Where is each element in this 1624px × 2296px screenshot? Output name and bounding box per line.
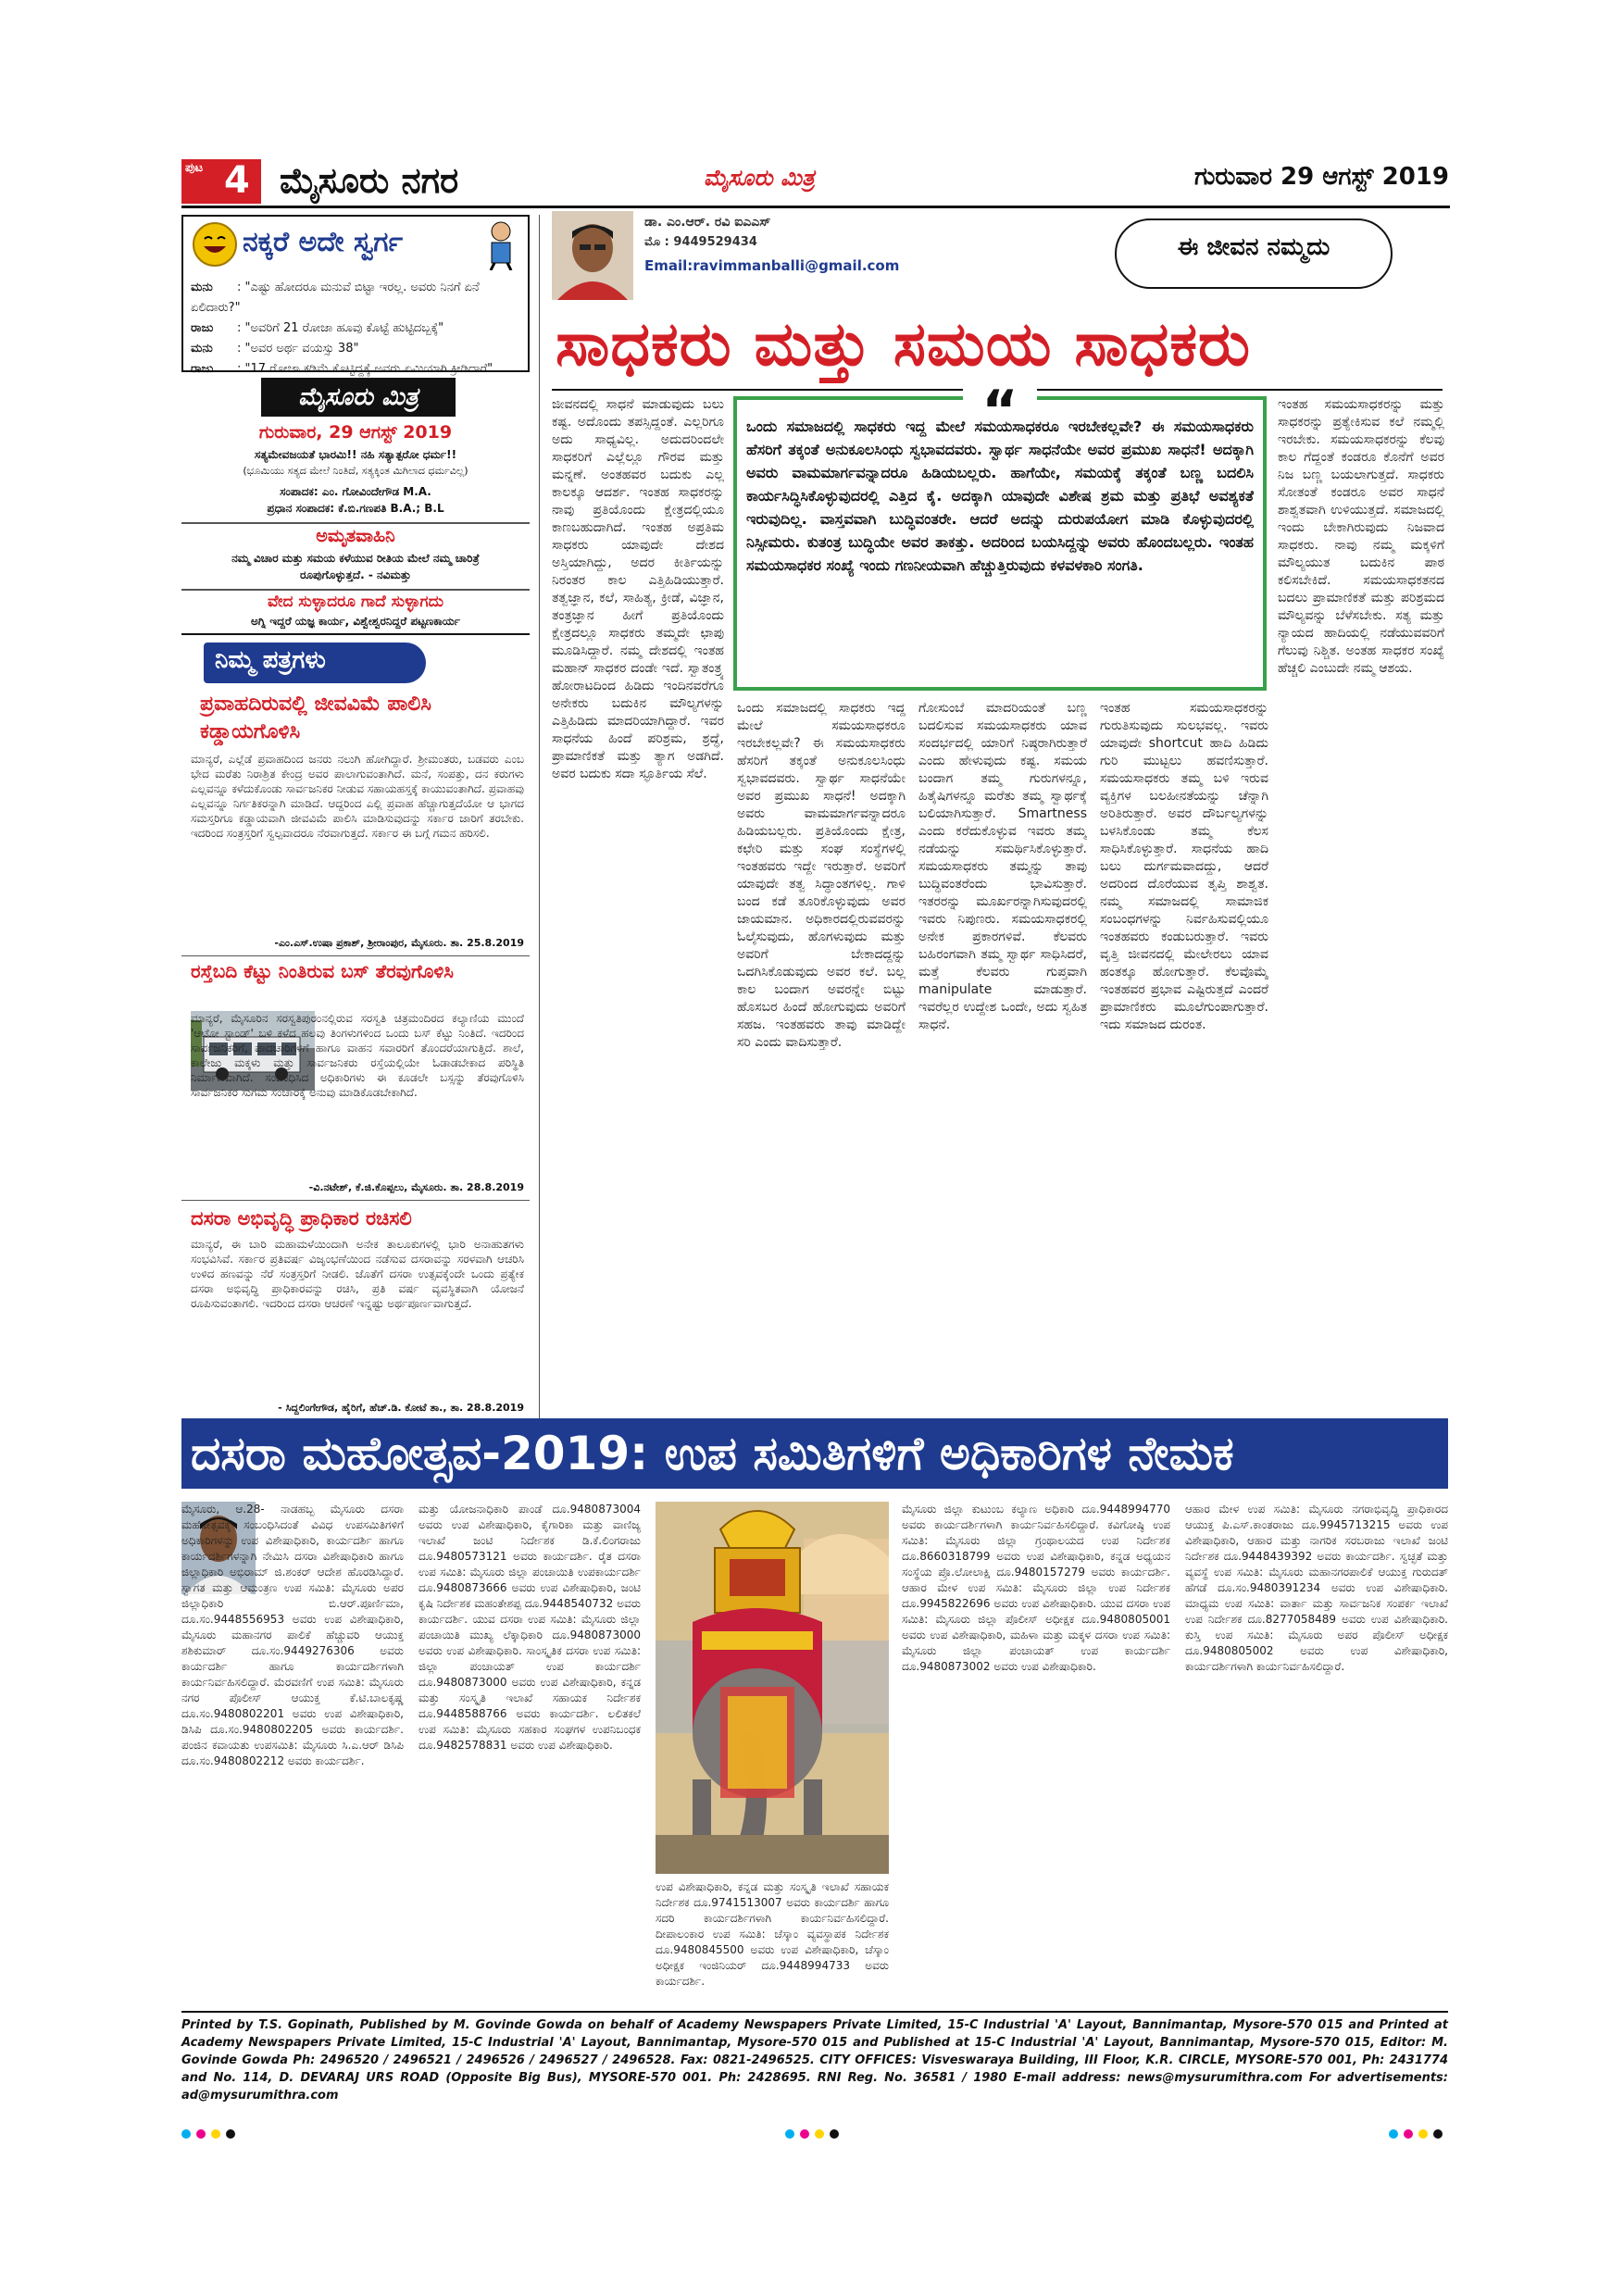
divider [181,1200,530,1201]
pullquote-text: ಒಂದು ಸಮಾಜದಲ್ಲಿ ಸಾಧಕರು ಇದ್ದ ಮೇಲೆ ಸಮಯಸಾಧಕರೂ ಇರಬೇಕಲ್ಲವೇ? ಈ ಸಮಯಸಾಧಕರು ಹೆಸರಿಗೆ ತಕ್ಕಂತೆ ಅನುಕೂಲಸಿಂಧು ಸ್ವಭಾವದವರು. ಸ್ವಾರ್ಥ ಸಾಧನೆಯೇ ಅವರ ಪ್ರಮುಖ ಸಾಧನೆ! ಅದಕ್ಕಾಗಿ ಅವರು ವಾಮಮಾರ್ಗವನ್ನಾದರೂ ಹಿಡಿಯಬಲ್ಲರು. ಹಾಗೆಯೇ, ಸಮಯಕ್ಕೆ ತಕ್ಕಂತೆ ಬಣ್ಣ ಬದಲಿಸಿ ಕಾರ್ಯಸಿದ್ಧಿಸಿಕೊಳ್ಳುವುದರಲ್ಲಿ ಎತ್ತಿದ ಕೈ. ಅದಕ್ಕಾಗಿ ಯಾವುದೇ ವಿಶೇಷ ಶ್ರಮ ಮತ್ತು ಪ್ರತಿಭೆ ಅವಶ್ಯಕತೆ ಇರುವುದಿಲ್ಲ. ವಾಸ್ತವವಾಗಿ ಬುದ್ಧಿವಂತರೇ. ಆದರೆ ಅದನ್ನು ದುರುಪಯೋಗ ಮಾಡಿ ಕೊಳ್ಳುವುದರಲ್ಲಿ ನಿಸ್ಸೀಮರು. ಕುತಂತ್ರ ಬುದ್ಧಿಯೇ ಅವರ ತಾಕತ್ತು. ಅದರಿಂದ ಬಯಸಿದ್ದನ್ನು ಅವರು ಹೊಂದಬಲ್ಲರು. ಇಂತಹ ಸಮಯಸಾಧಕರ ಸಂಖ್ಯೆ ಇಂದು ಗಣನೀಯವಾಗಿ ಹೆಚ್ಚುತ್ತಿರುವುದು ಕಳವಳಕಾರಿ ಸಂಗತಿ. [746,418,1254,574]
series-title: ಈ ಜೀವನ ನಮ್ಮದು [1177,233,1330,261]
letter-2-body: ಮಾನ್ಯರೆ, ಮೈಸೂರಿನ ಸರಸ್ವತಿಪುರಂನಲ್ಲಿರುವ ಸರಸ್ವತಿ ಚಿತ್ರಮಂದಿರದ ಕಲ್ಯಾಣಿಯ ಮುಂದೆ 'ಆಟೋ ಸ್ಟಾಂಡ್' ಬಳಿ ಕಳೆದ ಹಲವು ತಿಂಗಳುಗಳಿಂದ ಒಂದು ಬಸ್ ಕೆಟ್ಟು ನಿಂತಿದೆ. ಇದರಿಂದ ಸಾರ್ವಜನಿಕರಿಗೆ, ಪಾದಚಾರಿಗಳಿಗೆ ಹಾಗೂ ವಾಹನ ಸವಾರರಿಗೆ ತೊಂದರೆಯಾಗುತ್ತಿದೆ. ಶಾಲೆ, ಕಾಲೇಜು ಮಕ್ಕಳು ಮತ್ತು ಸಾರ್ವಜನಿಕರು ರಸ್ತೆಯಲ್ಲಿಯೇ ಓಡಾಡಬೇಕಾದ ಪರಿಸ್ಥಿತಿ ನಿರ್ಮಾಣವಾಗಿದೆ. ಸಂಬಂಧಿಸಿದ ಅಧಿಕಾರಿಗಳು ಈ ಕೂಡಲೇ ಬಸ್ಸನ್ನು ತೆರವುಗೊಳಿಸಿ ಸಾರ್ವಜನಿಕರ ಸುಗಮ ಸಂಚಾರಕ್ಕೆ ಅನುವು ಮಾಡಿಕೊಡಬೇಕಾಗಿದೆ. [191,1012,524,1099]
feature-col-2: ಒಂದು ಸಮಾಜದಲ್ಲಿ ಸಾಧಕರು ಇದ್ದ ಮೇಲೆ ಸಮಯಸಾಧಕರೂ ಇರಬೇಕಲ್ಲವೇ? ಈ ಸಮಯಸಾಧಕರು ಹೆಸರಿಗೆ ತಕ್ಕಂತೆ ಅನುಕೂಲಸಿಂಧು ಸ್ವಭಾವದವರು. ಸ್ವಾರ್ಥ ಸಾಧನೆಯೇ ಅವರ ಪ್ರಮುಖ ಸಾಧನೆ! ಅದಕ್ಕಾಗಿ ಅವರು ವಾಮಮಾರ್ಗವನ್ನಾದರೂ ಹಿಡಿಯಬಲ್ಲರು. ಪ್ರತಿಯೊಂದು ಕ್ಷೇತ್ರ, ಕಛೇರಿ ಮತ್ತು ಸಂಘ ಸಂಸ್ಥೆಗಳಲ್ಲಿ ಇಂತಹವರು ಇದ್ದೇ ಇರುತ್ತಾರೆ. ಅವರಿಗೆ ಯಾವುದೇ ತತ್ವ ಸಿದ್ಧಾಂತಗಳಿಲ್ಲ. ಗಾಳಿ ಬಂದ ಕಡೆ ತೂರಿಕೊಳ್ಳುವುದು ಅವರ ಜಾಯಮಾನ. ಅಧಿಕಾರದಲ್ಲಿರುವವರನ್ನು ಓಲೈಸುವುದು, ಹೊಗಳುವುದು ಮತ್ತು ಅವರಿಗೆ ಬೇಕಾದದ್ದನ್ನು ಒದಗಿಸಿಕೊಡುವುದು ಅವರ ಕಲೆ. ಬಲ್ಲ ಕಾಲ ಬಂದಾಗ ಅವರನ್ನೇ ಬಿಟ್ಟು ಹೊಸಬರ ಹಿಂದೆ ಹೋಗುವುದು ಅವರಿಗೆ ಸಹಜ. ಇಂತಹವರು ತಾವು ಮಾಡಿದ್ದೇ ಸರಿ ಎಂದು ವಾದಿಸುತ್ತಾರೆ. [737,701,906,1050]
dasara-col-4: ಮೈಸೂರು ಜಿಲ್ಲಾ ಕುಟುಂಬ ಕಲ್ಯಾಣ ಅಧಿಕಾರಿ ದೂ.9448994770 ಅವರು ಕಾರ್ಯದರ್ಶಿಗಳಾಗಿ ಕಾರ್ಯನಿರ್ವಹಿಸಲಿದ್ದಾರೆ. ಕವಿಗೋಷ್ಠಿ ಉಪ ಸಮಿತಿ: ಮೈಸೂರು ಜಿಲ್ಲಾ ಗ್ರಂಥಾಲಯದ ಉಪ ನಿರ್ದೇಶಕ ದೂ.8660318799 ಅವರು ಉಪ ವಿಶೇಷಾಧಿಕಾರಿ, ಕನ್ನಡ ಅಧ್ಯಯನ ಸಂಸ್ಥೆಯ ಪ್ರೊ.ಲೋಲಾಕ್ಷಿ ದೂ.9480157279 ಅವರು ಕಾರ್ಯದರ್ಶಿ. ಆಹಾರ ಮೇಳ ಉಪ ಸಮಿತಿ: ಮೈಸೂರು ಜಿಲ್ಲಾ ಉಪ ನಿರ್ದೇಶಕ ದೂ.9945822696 ಅವರು ಉಪ ವಿಶೇಷಾಧಿಕಾರಿ. ಯುವ ದಸರಾ ಉಪ ಸಮಿತಿ: ಮೈಸೂರು ಜಿಲ್ಲಾ ಪೊಲೀಸ್ ಅಧೀಕ್ಷಕ ದೂ.9480805001 ಅವರು ಉಪ ವಿಶೇಷಾಧಿಕಾರಿ, ಮಹಿಳಾ ಮತ್ತು ಮಕ್ಕಳ ದಸರಾ ಉಪ ಸಮಿತಿ: ಮೈಸೂರು ಜಿಲ್ಲಾ ಪಂಚಾಯತ್ ಉಪ ಕಾರ್ಯದರ್ಶಿ ದೂ.9480873002 ಅವರು ಉಪ ವಿಶೇಷಾಧಿಕಾರಿ. [902,1503,1170,1673]
dasara-col-2: ಮತ್ತು ಯೋಜನಾಧಿಕಾರಿ ಪಾಂಡೆ ದೂ.9480873004 ಅವರು ಉಪ ವಿಶೇಷಾಧಿಕಾರಿ, ಕೈಗಾರಿಕಾ ಮತ್ತು ವಾಣಿಜ್ಯ ಇಲಾಖೆ ಜಂಟಿ ನಿರ್ದೇಶಕ ಡಿ.ಕೆ.ಲಿಂಗರಾಜು ದೂ.9480573121 ಅವರು ಕಾರ್ಯದರ್ಶಿ. ರೈತ ದಸರಾ ಉಪ ಸಮಿತಿ: ಮೈಸೂರು ಜಿಲ್ಲಾ ಪಂಚಾಯಿತಿ ಉಪಕಾರ್ಯದರ್ಶಿ ದೂ.9480873666 ಅವರು ಉಪ ವಿಶೇಷಾಧಿಕಾರಿ, ಜಂಟಿ ಕೃಷಿ ನಿರ್ದೇಶಕ ಮಹಂತೇಶಪ್ಪ ದೂ.9448540732 ಅವರು ಕಾರ್ಯದರ್ಶಿ. ಯುವ ದಸರಾ ಉಪ ಸಮಿತಿ: ಮೈಸೂರು ಜಿಲ್ಲಾ ಪಂಚಾಯಿತಿ ಮುಖ್ಯ ಲೆಕ್ಕಾಧಿಕಾರಿ ದೂ.9480873000 ಅವರು ಉಪ ವಿಶೇಷಾಧಿಕಾರಿ. ಸಾಂಸ್ಕೃತಿಕ ದಸರಾ ಉಪ ಸಮಿತಿ: ಜಿಲ್ಲಾ ಪಂಚಾಯತ್ ಉಪ ಕಾರ್ಯದರ್ಶಿ ದೂ.9480873000 ಅವರು ಉಪ ವಿಶೇಷಾಧಿಕಾರಿ, ಕನ್ನಡ ಮತ್ತು ಸಂಸ್ಕೃತಿ ಇಲಾಖೆ ಸಹಾಯಕ ನಿರ್ದೇಶಕ ದೂ.9448588766 ಅವರು ಕಾರ್ಯದರ್ಶಿ. ಲಲಿತಕಲೆ ಉಪ ಸಮಿತಿ: ಮೈಸೂರು ಸಹಕಾರ ಸಂಘಗಳ ಉಪನಿಬಂಧಕ ದೂ.9482578831 ಅವರು ಉಪ ವಿಶೇಷಾಧಿಕಾರಿ. [418,1503,641,1752]
letters-title: ನಿಮ್ಮ ಪತ್ರಗಳು [215,646,326,674]
author-photo [552,211,633,300]
amrutavani-title: ಅಮೃತವಾಹಿನಿ [316,526,395,546]
joke-list [191,278,524,380]
motto-line: ಸತ್ಯಮೇವಜಯತೆ ಭಾರಮಿ!! ನಹಿ ಸತ್ಯಾತ್ಪರೋ ಧರ್ಮ!! [254,448,457,461]
divider [181,589,530,591]
header-date: ಗುರುವಾರ 29 ಆಗಸ್ಟ್ 2019 [1194,163,1450,191]
masthead-logo: ಮೈಸೂರು ಮಿತ್ರ [704,165,815,191]
letter-2-title: ರಸ್ತೆಬದಿ ಕೆಟ್ಟು ನಿಂತಿರುವ ಬಸ್ ತೆರವುಗೊಳಿಸಿ [191,960,454,982]
feature-col-3: ಗೋಸುಂಬೆ ಮಾದರಿಯಂತೆ ಬಣ್ಣ ಬದಲಿಸುವ ಸಮಯಸಾಧಕರು ಯಾವ ಸಂದರ್ಭದಲ್ಲಿ ಯಾರಿಗೆ ನಿಷ್ಠರಾಗಿರುತ್ತಾರೆ ಎಂದು ಹೇಳುವುದು ಕಷ್ಟ. ಸಮಯ ಬಂದಾಗ ತಮ್ಮ ಗುರುಗಳನ್ನೂ, ಹಿತೈಷಿಗಳನ್ನೂ ಮರೆತು ತಮ್ಮ ಸ್ವಾರ್ಥಕ್ಕೆ ಬಲಿಯಾಗಿಸುತ್ತಾರೆ. Smartness ಎಂದು ಕರೆದುಕೊಳ್ಳುವ ಇವರು ತಮ್ಮ ನಡೆಯನ್ನು ಸಮರ್ಥಿಸಿಕೊಳ್ಳುತ್ತಾರೆ. ಸಮಯಸಾಧಕರು ತಮ್ಮನ್ನು ತಾವು ಬುದ್ಧಿವಂತರೆಂದು ಭಾವಿಸುತ್ತಾರೆ. ಇತರರನ್ನು ಮೂರ್ಖರನ್ನಾಗಿಸುವುದರಲ್ಲಿ ಇವರು ನಿಪುಣರು. ಸಮಯಸಾಧಕರಲ್ಲಿ ಅನೇಕ ಪ್ರಕಾರಗಳಿವೆ. ಕೆಲವರು ಬಹಿರಂಗವಾಗಿ ತಮ್ಮ ಸ್ವಾರ್ಥ ಸಾಧಿಸಿದರೆ, ಮತ್ತೆ ಕೆಲವರು ಗುಪ್ತವಾಗಿ manipulate ಮಾಡುತ್ತಾರೆ. ಇವರೆಲ್ಲರ ಉದ್ದೇಶ ಒಂದೇ, ಅದು ಸ್ವಹಿತ ಸಾಧನೆ. [918,701,1087,1032]
footer-rule [181,2011,1448,2013]
divider [181,955,530,956]
divider [181,633,530,635]
registration-mark [830,2129,839,2139]
footer-imprint: Printed by T.S. Gopinath, Published by M. Govinde Gowda on behalf of Academy Newspapers Private Limited, 15-C Industrial 'A' Layout, Bannimantap, Mysore-570 015 and Printed at Academy Newspapers Private Limited, 15-C Industrial 'A' Layout, Bannimantap, Mysore-570 015 and Published at 15-C Industrial 'A' Layout, Bannimantap, Mysore-570 015, Editor: M. Govinde Gowda Ph: 2496520 / 2496521 / 2496526 / 2496527 / 2496528. Fax: 0821-2496525. CITY OFFICES: Visveswaraya Building, III Floor, K.R. CIRCLE, MYSORE-570 001, Ph: 2431774 and No. 114, D. DEVARAJ URS ROAD (Opposite Big Bus), MYSORE-570 001. Ph: 2428695. RNI Reg. No. 36581 / 1980 E-mail address: news@mysurumithra.com For advertisements: ad@mysurumithra.com [181,2018,1448,2103]
letter-1-title: ಪ್ರವಾಹದಿರುವಲ್ಲಿ ಜೀವವಿಮೆ ಪಾಲಿಸಿ ಕಡ್ಡಾಯಗೊಳಿಸಿ [200,693,431,743]
dasara-elephant-photo [656,1502,889,1874]
dasara-headline: ದಸರಾ ಮಹೋತ್ಸವ-2019: ಉಪ ಸಮಿತಿಗಳಿಗೆ ಅಧಿಕಾರಿಗಳ ನೇಮಕ [191,1427,1234,1480]
joke-title: ನಕ್ಕರೆ ಅದೇ ಸ್ವರ್ಗ [243,226,404,258]
letter-1-body: ಮಾನ್ಯರೆ, ಎಲ್ಲೆಡೆ ಪ್ರವಾಹದಿಂದ ಜನರು ನಲುಗಿ ಹೋಗಿದ್ದಾರೆ. ಶ್ರೀಮಂತರು, ಬಡವರು ಎಂಬ ಭೇದ ಮರೆತು ನಿರಾಶ್ರಿತ ಕೇಂದ್ರ ಅವರ ಪಾಲಾಗುವಂತಾಗಿದೆ. ಮನೆ, ಸಂಪತ್ತು, ದನ ಕರುಗಳು ಎಲ್ಲವನ್ನೂ ಕಳೆದುಕೊಂಡು ಸಾರ್ವಜನಿಕರ ನೀಡುವ ಸಹಾಯಹಸ್ತಕ್ಕೆ ಕಾಯುವಂತಾಗಿದೆ. ಪ್ರವಾಹವು ಎಲ್ಲವನ್ನೂ ನಿರ್ಗತಿಕರನ್ನಾಗಿ ಮಾಡಿದೆ. ಆದ್ದರಿಂದ ಎಲ್ಲಿ ಪ್ರವಾಹ ಹೆಚ್ಚಾಗುತ್ತದೆಯೋ ಆ ಭಾಗದ ಸಮಸ್ತರಿಗೂ ಕಡ್ಡಾಯವಾಗಿ ಜೀವವಿಮೆ ಪಾಲಿಸಿ ಮಾಡಿಸುವುದನ್ನು ಸರ್ಕಾರ ಜಾರಿಗೆ ತರಬೇಕು. ಇದರಿಂದ ಸಂತ್ರಸ್ತರಿಗೆ ಸ್ವಲ್ಪವಾದರೂ ನೆರವಾಗುತ್ತದೆ. ಸರ್ಕಾರ ಈ ಬಗ್ಗೆ ಗಮನ ಹರಿಸಲಿ. [191,753,524,840]
feature-col-4: ಇಂತಹ ಸಮಯಸಾಧಕರನ್ನು ಗುರುತಿಸುವುದು ಸುಲಭವಲ್ಲ. ಇವರು ಯಾವುದೇ shortcut ಹಾದಿ ಹಿಡಿದು ಗುರಿ ಮುಟ್ಟಲು ಹವಣಿಸುತ್ತಾರೆ. ಸಮಯಸಾಧಕರು ತಮ್ಮ ಬಳಿ ಇರುವ ವ್ಯಕ್ತಿಗಳ ಬಲಹೀನತೆಯನ್ನು ಚೆನ್ನಾಗಿ ಅರಿತಿರುತ್ತಾರೆ. ಅವರ ದೌರ್ಬಲ್ಯಗಳನ್ನು ಬಳಸಿಕೊಂಡು ತಮ್ಮ ಕೆಲಸ ಸಾಧಿಸಿಕೊಳ್ಳುತ್ತಾರೆ. ಸಾಧನೆಯ ಹಾದಿ ಬಲು ದುರ್ಗಮವಾದದ್ದು, ಆದರೆ ಅದರಿಂದ ದೊರೆಯುವ ತೃಪ್ತಿ ಶಾಶ್ವತ. ನಮ್ಮ ಸಮಾಜದಲ್ಲಿ ಸಾಮಾಜಿಕ ಸಂಬಂಧಗಳನ್ನು ನಿರ್ವಹಿಸುವಲ್ಲಿಯೂ ಇಂತಹವರು ಕಂಡುಬರುತ್ತಾರೆ. ಇವರು ವೃತ್ತಿ ಜೀವನದಲ್ಲಿ ಮೇಲೇರಲು ಯಾವ ಹಂತಕ್ಕೂ ಹೋಗುತ್ತಾರೆ. ಕೆಲವೊಮ್ಮೆ ಇಂತಹವರ ಪ್ರಭಾವ ಎಷ್ಟಿರುತ್ತದೆ ಎಂದರೆ ಪ್ರಾಮಾಣಿಕರು ಮೂಲೆಗುಂಪಾಗುತ್ತಾರೆ. ಇದು ಸಮಾಜದ ದುರಂತ. [1100,701,1268,1032]
letter-2-signature: -ವಿ.ನಟೇಶ್, ಕೆ.ಜಿ.ಕೊಪ್ಪಲು, ಮೈಸೂರು. ತಾ. 28.8.2019 [308,1181,524,1193]
registration-mark [1418,2129,1428,2139]
editor-credit: ಸಂಪಾದಕ: ಎಂ. ಗೋವಿಂದೇಗೌಡ M.A. [280,485,431,498]
registration-mark [1389,2129,1398,2139]
letter-3-signature: - ಸಿದ್ದಲಿಂಗೇಗೌಡ, ಹೈರಿಗೆ, ಹೆಚ್.ಡಿ. ಕೋಟೆ ತಾ., ತಾ. 28.8.2019 [278,1402,524,1414]
dasara-col-1: ಮೈಸೂರು, ಆ.28- ನಾಡಹಬ್ಬ ಮೈಸೂರು ದಸರಾ ಮಹೋತ್ಸವಕ್ಕೆ ಸಂಬಂಧಿಸಿದಂತೆ ವಿವಿಧ ಉಪಸಮಿತಿಗಳಿಗೆ ಅಧಿಕಾರಿಗಳನ್ನು ಉಪ ವಿಶೇಷಾಧಿಕಾರಿ, ಕಾರ್ಯದರ್ಶಿ ಹಾಗೂ ಕಾರ್ಯದರ್ಶಿಗಳನ್ನಾಗಿ ನೇಮಿಸಿ ದಸರಾ ವಿಶೇಷಾಧಿಕಾರಿ ಹಾಗೂ ಜಿಲ್ಲಾಧಿಕಾರಿ ಅಭಿರಾಮ್ ಜಿ.ಶಂಕರ್ ಆದೇಶ ಹೊರಡಿಸಿದ್ದಾರೆ. ಸ್ವಾಗತ ಮತ್ತು ಆಮಂತ್ರಣ ಉಪ ಸಮಿತಿ: ಮೈಸೂರು ಅಪರ ಜಿಲ್ಲಾಧಿಕಾರಿ ಬಿ.ಆರ್.ಪೂರ್ಣಿಮಾ, ದೂ.ಸಂ.9448556953 ಅವರು ಉಪ ವಿಶೇಷಾಧಿಕಾರಿ, ಮೈಸೂರು ಮಹಾನಗರ ಪಾಲಿಕೆ ಹೆಚ್ಚುವರಿ ಆಯುಕ್ತ ಶಶಿಕುಮಾರ್ ದೂ.ಸಂ.9449276306 ಅವರು ಕಾರ್ಯದರ್ಶಿ ಹಾಗೂ ಕಾರ್ಯದರ್ಶಿಗಳಾಗಿ ಕಾರ್ಯನಿರ್ವಹಿಸಲಿದ್ದಾರೆ. ಮೆರವಣಿಗೆ ಉಪ ಸಮಿತಿ: ಮೈಸೂರು ನಗರ ಪೊಲೀಸ್ ಆಯುಕ್ತ ಕೆ.ಟಿ.ಬಾಲಕೃಷ್ಣ ದೂ.ಸಂ.9480802201 ಅವರು ಉಪ ವಿಶೇಷಾಧಿಕಾರಿ, ಡಿಸಿಪಿ ದೂ.ಸಂ.9480802205 ಅವರು ಕಾರ್ಯದರ್ಶಿ. ಪಂಜಿನ ಕವಾಯತು ಉಪಸಮಿತಿ: ಮೈಸೂರು ಸಿ.ಎ.ಆರ್ ಡಿಸಿಪಿ ದೂ.ಸಂ.9480802212 ಅವರು ಕಾರ್ಯದರ್ಶಿ. [181,1503,404,1767]
divider [181,522,530,524]
vedic-title: ವೇದ ಸುಳ್ಳಾದರೂ ಗಾದೆ ಸುಳ್ಳಾಗದು [268,593,443,611]
registration-mark [785,2129,794,2139]
vedic-text: ಅಗ್ನಿ ಇದ್ದರೆ ಯಜ್ಞ ಕಾರ್ಯ, ವಿಶ್ವೇಶ್ವರನಿದ್ದರೆ ಪಟ್ಟಣಕಾರ್ಯ [251,615,460,628]
registration-mark [815,2129,824,2139]
motto-translation: (ಭೂಮಿಯು ಸತ್ಯದ ಮೇಲೆ ನಿಂತಿದೆ, ಸತ್ಯಕ್ಕಿಂತ ಮಿಗಿಲಾದ ಧರ್ಮವಿಲ್ಲ) [243,465,468,477]
registration-mark [226,2129,235,2139]
feature-col-5: ಇಂತಹ ಸಮಯಸಾಧಕರನ್ನು ಮತ್ತು ಸಾಧಕರನ್ನು ಪ್ರತ್ಯೇಕಿಸುವ ಕಲೆ ನಮ್ಮಲ್ಲಿ ಇರಬೇಕು. ಸಮಯಸಾಧಕರನ್ನು ಕೆಲವು ಕಾಲ ಗೆದ್ದಂತೆ ಕಂಡರೂ ಕೊನೆಗೆ ಅವರ ನಿಜ ಬಣ್ಣ ಬಯಲಾಗುತ್ತದೆ. ಸಾಧಕರು ಸೋತಂತೆ ಕಂಡರೂ ಅವರ ಸಾಧನೆ ಶಾಶ್ವತವಾಗಿ ಉಳಿಯುತ್ತದೆ. ಸಮಾಜದಲ್ಲಿ ಇಂದು ಬೇಕಾಗಿರುವುದು ನಿಜವಾದ ಸಾಧಕರು. ನಾವು ನಮ್ಮ ಮಕ್ಕಳಿಗೆ ಮೌಲ್ಯಯುತ ಬದುಕಿನ ಪಾಠ ಕಲಿಸಬೇಕಿದೆ. ಸಮಯಸಾಧಕತನದ ಬದಲು ಪ್ರಾಮಾಣಿಕತೆ ಮತ್ತು ಪರಿಶ್ರಮದ ಮೌಲ್ಯವನ್ನು ಬೆಳೆಸಬೇಕು. ಸತ್ಯ ಮತ್ತು ನ್ಯಾಯದ ಹಾದಿಯಲ್ಲಿ ನಡೆಯುವವರಿಗೆ ಗೆಲುವು ನಿಶ್ಚಿತ. ಅಂತಹ ಸಾಧಕರ ಸಂಖ್ಯೆ ಹೆಚ್ಚಲಿ ಎಂಬುದೇ ನಮ್ಮ ಆಶಯ. [1278,397,1444,676]
section-title: ಮೈಸೂರು ನಗರ [280,160,459,201]
joke-line: ರಾಜು : "ಅವರಿಗೆ 21 ರೋಜಾ ಹೂವು ಕೊಟ್ಟೆ ಹುಟ್ಟಿದಬ್ಬಕ್ಕೆ" [191,321,444,335]
cartoon-figure-icon [481,220,520,270]
header-rule [181,206,1450,208]
joke-line: ರಾಜು : "17 ರೋಜಾ ಕಡಿಮೆ ಕೊಟ್ಟಿದ್ದಕ್ಕೆ ಅವರು ಏಮಿಯಾಗಿ ಕ್ರೀಡಿದಾರೆ" [191,362,493,376]
registration-mark [800,2129,809,2139]
registration-mark [1433,2129,1443,2139]
chief-editor-credit: ಪ್ರಧಾನ ಸಂಪಾದಕ: ಕೆ.ಬಿ.ಗಣಪತಿ B.A.; B.L [267,502,444,515]
registration-mark [181,2129,191,2139]
joke-line: ಮನು : "ಎಷ್ಟು ಹೋದರೂ ಮನುವೆ ಬಿಟ್ಟಾ ಇರಲ್ಲ. ಅವರು ನಿನಗೆ ಏನೆ ಏಲಿದಾರು?" [191,281,480,315]
amrutavani-text: ನಮ್ಮ ವಿಚಾರ ಮತ್ತು ಸಮಯ ಕಳೆಯುವ ರೀತಿಯ ಮೇಲೆ ನಮ್ಮ ಚಾರಿತ್ರೆ ರೂಪುಗೊಳ್ಳುತ್ತದೆ. - ನವಿಮತ್ತು [231,552,480,581]
author-email: Email:ravimmanballi@gmail.com [644,257,900,274]
registration-mark [196,2129,206,2139]
letter-1-signature: -ಎಂ.ಎಸ್.ಉಷಾ ಪ್ರಕಾಶ್, ಶ್ರೀರಾಂಪುರ, ಮೈಸೂರು. ತಾ. 25.8.2019 [274,937,524,949]
quote-mark: “ [963,383,1037,439]
laughing-face-icon [193,222,237,267]
masthead-small: ಮೈಸೂರು ಮಿತ್ರ [261,378,456,417]
joke-line: ಮನು : "ಅವರ ಅರ್ಥ ವಯಸ್ಸು 38" [191,342,359,356]
registration-mark [1404,2129,1413,2139]
column-separator [539,215,540,1418]
feature-col-1: ಜೀವನದಲ್ಲಿ ಸಾಧನೆ ಮಾಡುವುದು ಬಲು ಕಷ್ಟ. ಅದೊಂದು ತಪಸ್ಸಿದ್ದಂತೆ. ಎಲ್ಲರಿಗೂ ಅದು ಸಾಧ್ಯವಿಲ್ಲ. ಅದುದರಿಂದಲೇ ಸಾಧಕರಿಗೆ ಎಲ್ಲೆಲ್ಲೂ ಗೌರವ ಮತ್ತು ಮನ್ನಣೆ. ಅಂತಹವರ ಬದುಕು ಎಲ್ಲ ಕಾಲಕ್ಕೂ ಆದರ್ಶ. ಇಂತಹ ಸಾಧಕರನ್ನು ನಾವು ಪ್ರತಿಯೊಂದು ಕ್ಷೇತ್ರದಲ್ಲಿಯೂ ಕಾಣಬಹುದಾಗಿದೆ. ಇಂತಹ ಅಪ್ರತಿಮ ಸಾಧಕರು ಯಾವುದೇ ದೇಶದ ಅಸ್ತಿಯಾಗಿದ್ದು, ಅದರ ಕೀರ್ತಿಯನ್ನು ನಿರಂತರ ಕಾಲ ಎತ್ತಿಹಿಡಿಯುತ್ತಾರೆ. ತತ್ವಜ್ಞಾನ, ಕಲೆ, ಸಾಹಿತ್ಯ, ಕ್ರೀಡೆ, ವಿಜ್ಞಾನ, ತಂತ್ರಜ್ಞಾನ ಹೀಗೆ ಪ್ರತಿಯೊಂದು ಕ್ಷೇತ್ರದಲ್ಲೂ ಸಾಧಕರು ತಮ್ಮದೇ ಛಾಪು ಮೂಡಿಸಿದ್ದಾರೆ. ನಮ್ಮ ದೇಶದಲ್ಲಿ ಇಂತಹ ಮಹಾನ್ ಸಾಧಕರ ದಂಡೇ ಇದೆ. ಸ್ವಾತಂತ್ರ್ಯ ಹೋರಾಟದಿಂದ ಹಿಡಿದು ಇಂದಿನವರೆಗೂ ಅನೇಕರು ಬದುಕಿನ ಮೌಲ್ಯಗಳನ್ನು ಎತ್ತಿಹಿಡಿದು ಮಾದರಿಯಾಗಿದ್ದಾರೆ. ಇವರ ಸಾಧನೆಯ ಹಿಂದೆ ಪರಿಶ್ರಮ, ಶ್ರದ್ಧೆ, ಪ್ರಾಮಾಣಿಕತೆ ಮತ್ತು ತ್ಯಾಗ ಅಡಗಿದೆ. ಅವರ ಬದುಕು ಸದಾ ಸ್ಫೂರ್ತಿಯ ಸೆಲೆ. [552,397,724,781]
masthead-date: ಗುರುವಾರ, 29 ಆಗಸ್ಟ್ 2019 [258,422,453,443]
letter-3-body: ಮಾನ್ಯರೆ, ಈ ಬಾರಿ ಮಹಾಮಳೆಯಿಂದಾಗಿ ಅನೇಕ ತಾಲೂಕುಗಳಲ್ಲಿ ಭಾರಿ ಅನಾಹುತಗಳು ಸಂಭವಿಸಿವೆ. ಸರ್ಕಾರ ಪ್ರತಿವರ್ಷ ವಿಜೃಂಭಣೆಯಿಂದ ನಡೆಸುವ ದಸರಾವನ್ನು ಸರಳವಾಗಿ ಆಚರಿಸಿ ಉಳಿದ ಹಣವನ್ನು ನೆರೆ ಸಂತ್ರಸ್ತರಿಗೆ ನೀಡಲಿ. ಜೊತೆಗೆ ದಸರಾ ಉತ್ಸವಕ್ಕೆಂದೇ ಒಂದು ಪ್ರತ್ಯೇಕ ದಸರಾ ಅಭಿವೃದ್ಧಿ ಪ್ರಾಧಿಕಾರವನ್ನು ರಚಿಸಿ, ಪ್ರತಿ ವರ್ಷ ವ್ಯವಸ್ಥಿತವಾಗಿ ಯೋಜನೆ ರೂಪಿಸುವಂತಾಗಲಿ. ಇದರಿಂದ ದಸರಾ ಆಚರಣೆ ಇನ್ನಷ್ಟು ಅರ್ಥಪೂರ್ಣವಾಗುತ್ತದೆ. [191,1238,524,1310]
feature-headline: ಸಾಧಕರು ಮತ್ತು ಸಮಯ ಸಾಧಕರು [556,308,1251,380]
page-tag-label: ಪುಟ [185,161,204,175]
letter-3-title: ದಸರಾ ಅಭಿವೃದ್ಧಿ ಪ್ರಾಧಿಕಾರ ರಚಿಸಲಿ [191,1207,412,1229]
author-phone: ಮೊ : 9449529434 [644,235,757,249]
author-name: ಡಾ. ಎಂ.ಆರ್. ರವಿ ಐಎಎಸ್ [644,215,771,230]
dasara-col-5: ಆಹಾರ ಮೇಳ ಉಪ ಸಮಿತಿ: ಮೈಸೂರು ನಗರಾಭಿವೃದ್ಧಿ ಪ್ರಾಧಿಕಾರದ ಆಯುಕ್ತ ಪಿ.ಎಸ್.ಕಾಂತರಾಜು ದೂ.9945713215 ಅವರು ಉಪ ವಿಶೇಷಾಧಿಕಾರಿ, ಆಹಾರ ಮತ್ತು ನಾಗರಿಕ ಸರಬರಾಜು ಇಲಾಖೆ ಜಂಟಿ ನಿರ್ದೇಶಕ ದೂ.9448439392 ಅವರು ಕಾರ್ಯದರ್ಶಿ. ಸ್ವಚ್ಛತೆ ಮತ್ತು ವ್ಯವಸ್ಥೆ ಉಪ ಸಮಿತಿ: ಮೈಸೂರು ಮಹಾನಗರಪಾಲಿಕೆ ಆಯುಕ್ತ ಗುರುದತ್ ಹೆಗಡೆ ದೂ.ಸಂ.9480391234 ಅವರು ಉಪ ವಿಶೇಷಾಧಿಕಾರಿ. ಮಾಧ್ಯಮ ಉಪ ಸಮಿತಿ: ವಾರ್ತಾ ಮತ್ತು ಸಾರ್ವಜನಿಕ ಸಂಪರ್ಕ ಇಲಾಖೆ ಉಪ ನಿರ್ದೇಶಕ ದೂ.8277058489 ಅವರು ಉಪ ವಿಶೇಷಾಧಿಕಾರಿ. ಕುಸ್ತಿ ಉಪ ಸಮಿತಿ: ಮೈಸೂರು ಅಪರ ಪೊಲೀಸ್ ಅಧೀಕ್ಷಕ ದೂ.9480805002 ಅವರು ಉಪ ವಿಶೇಷಾಧಿಕಾರಿ, ಕಾರ್ಯದರ್ಶಿಗಳಾಗಿ ಕಾರ್ಯನಿರ್ವಹಿಸಲಿದ್ದಾರೆ. [1185,1503,1448,1673]
page-number: 4 [224,159,250,202]
registration-mark [211,2129,220,2139]
dasara-col-3: ಉಪ ವಿಶೇಷಾಧಿಕಾರಿ, ಕನ್ನಡ ಮತ್ತು ಸಂಸ್ಕೃತಿ ಇಲಾಖೆ ಸಹಾಯಕ ನಿರ್ದೇಶಕ ದೂ.9741513007 ಅವರು ಕಾರ್ಯದರ್ಶಿ ಹಾಗೂ ಸದರಿ ಕಾರ್ಯದರ್ಶಿಗಳಾಗಿ ಕಾರ್ಯನಿರ್ವಹಿಸಲಿದ್ದಾರೆ. ದೀಪಾಲಂಕಾರ ಉಪ ಸಮಿತಿ: ಚೆಸ್ಕಾಂ ವ್ಯವಸ್ಥಾಪಕ ನಿರ್ದೇಶಕ ದೂ.9480845500 ಅವರು ಉಪ ವಿಶೇಷಾಧಿಕಾರಿ, ಚೆಸ್ಕಾಂ ಅಧೀಕ್ಷಕ ಇಂಜಿನಿಯರ್ ದೂ.9448994733 ಅವರು ಕಾರ್ಯದರ್ಶಿ. [656,1880,889,1988]
